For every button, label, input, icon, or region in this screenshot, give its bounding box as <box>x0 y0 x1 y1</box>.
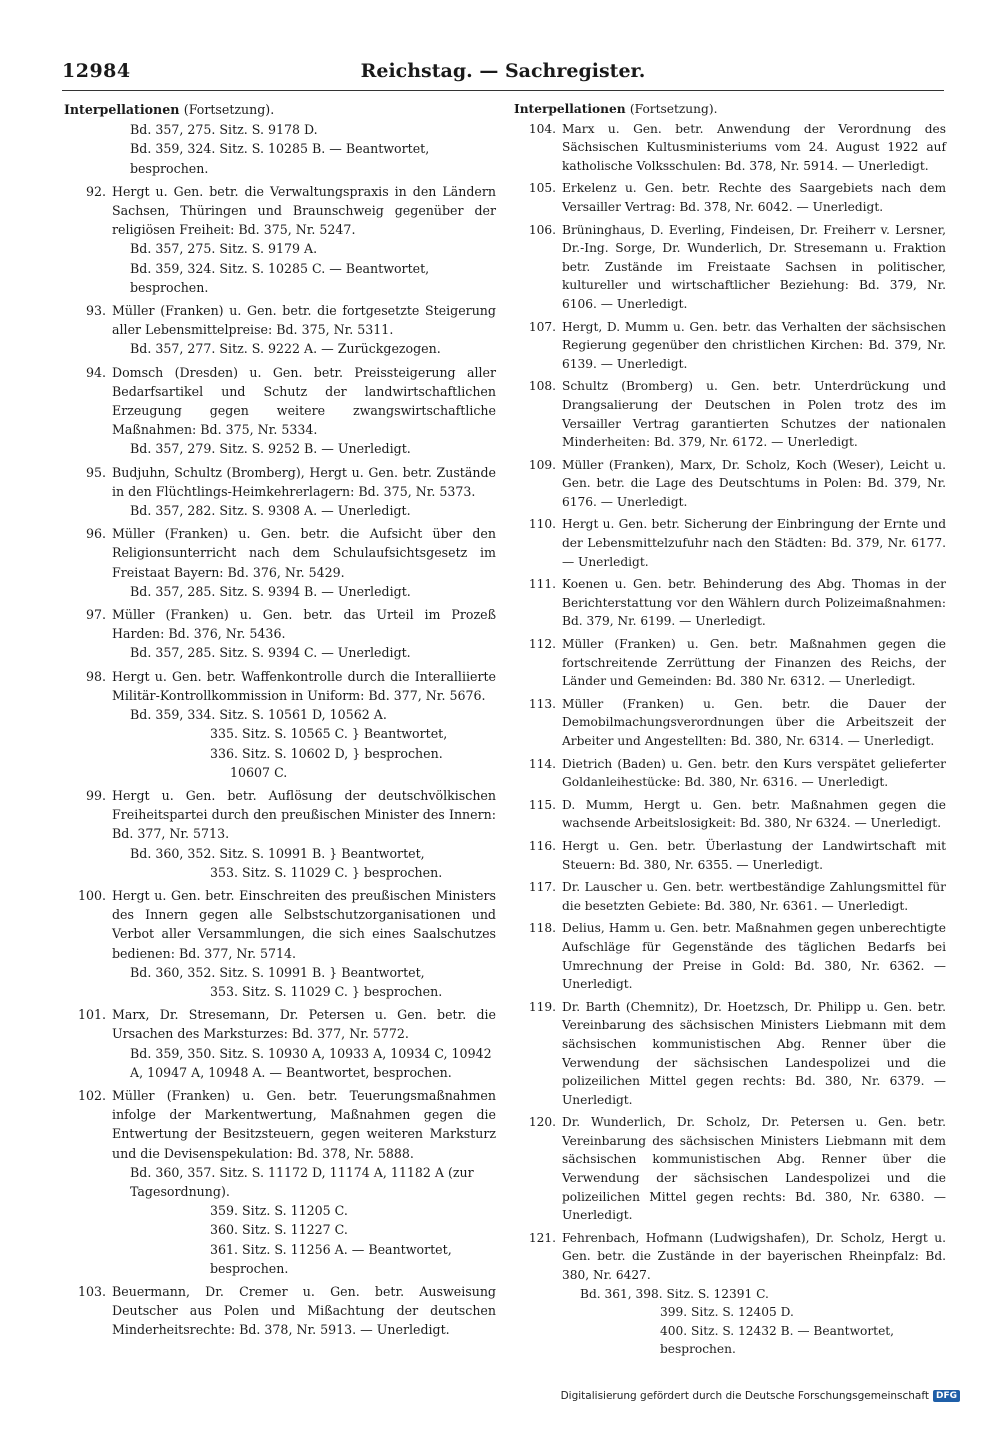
list-item <box>64 363 496 459</box>
footer <box>561 1390 960 1402</box>
entry-citation: Bd. 359, 324. Sitz. S. 10285 B. — Beantwortet, besprochen. <box>130 141 430 176</box>
running-title: Reichstag. — Sachregister. <box>360 60 646 82</box>
entry-text: Müller (Franken) u. Gen. betr. das Urteil im Prozeß Harden: Bd. 376, Nr. 5436. <box>112 607 496 642</box>
list-item <box>64 1282 496 1340</box>
entry-list <box>64 120 496 1339</box>
entry-body <box>562 221 946 314</box>
entry-list <box>514 120 946 1359</box>
list-item <box>64 301 496 359</box>
entry-text: Schultz (Bromberg) u. Gen. betr. Unterdrückung und Drangsalierung der Deutschen in Polen trotz des im Versailler Vertrag garantierten Schutzes der nationalen Minderheiten: Bd. 379, Nr. 6172. — Unerledigt. <box>562 379 946 450</box>
footer-text: Digitalisierung gefördert durch die Deutsche Forschungsgemeinschaft <box>560 1390 929 1402</box>
list-item <box>64 1005 496 1082</box>
entry-citation: Bd. 359, 334. Sitz. S. 10561 D, 10562 A. <box>130 707 387 723</box>
entry-text: Dietrich (Baden) u. Gen. betr. den Kurs verspätet gelieferter Goldanleihestücke: Bd. 380, Nr. 6316. — Unerledigt. <box>562 756 946 790</box>
list-item <box>64 786 496 882</box>
page-number: 12984 <box>62 60 131 82</box>
entry-body <box>112 605 496 663</box>
entry-text: Hergt u. Gen. betr. die Verwaltungspraxis in den Ländern Sachsen, Thüringen und Braunschweig gegenüber der religiösen Freiheit: Bd. 375, Nr. 5247. <box>112 183 496 238</box>
entry-text: Budjuhn, Schultz (Bromberg), Hergt u. Gen. betr. Zustände in den Flüchtlings-Heimkehrerlagern: Bd. 375, Nr. 5373. <box>112 464 496 499</box>
entry-number: 114. <box>528 756 556 771</box>
entry-body <box>562 1113 946 1225</box>
list-item <box>514 575 946 631</box>
entry-number: 105. <box>528 181 556 196</box>
entry-citation: Bd. 357, 277. Sitz. S. 9222 A. — Zurückgezogen. <box>130 341 441 357</box>
entry-number: 96. <box>85 526 106 542</box>
entry-body <box>562 179 946 216</box>
entry-citation: 336. Sitz. S. 10602 D, } besprochen. <box>210 745 443 761</box>
entry-text: Fehrenbach, Hofmann (Ludwigshafen), Dr. Scholz, Hergt u. Gen. betr. die Zustände in der bayerischen Rheinpfalz: Bd. 380, Nr. 6427. <box>562 1230 946 1283</box>
entry-citation: 353. Sitz. S. 11029 C. } besprochen. <box>210 864 443 880</box>
list-item <box>514 919 946 993</box>
section-continuation: (Fortsetzung). <box>183 102 275 117</box>
entry-citation: 361. Sitz. S. 11256 A. — Beantwortet, besprochen. <box>210 1241 452 1276</box>
entry-text: Müller (Franken) u. Gen. betr. Teuerungsmaßnahmen infolge der Markentwertung, Maßnahmen gegen die Entwertung der Besitzsteuern, gegen weiteren Marksturz und die Devisenspekulation: Bd. 378, Nr. 5888. <box>112 1087 496 1161</box>
entry-citation: Bd. 357, 285. Sitz. S. 9394 C. — Unerledigt. <box>130 645 411 661</box>
entry-citation: Bd. 360, 357. Sitz. S. 11172 D, 11174 A, 11182 A (zur Tagesordnung). <box>130 1164 474 1199</box>
entry-citation: 399. Sitz. S. 12405 D. <box>660 1305 794 1320</box>
entry-text: Marx, Dr. Stresemann, Dr. Petersen u. Gen. betr. die Ursachen des Marksturzes: Bd. 377, Nr. 5772. <box>112 1007 496 1042</box>
entry-body <box>562 837 946 874</box>
entry-text: Hergt, D. Mumm u. Gen. betr. das Verhalten der sächsischen Regierung gegenüber den christlichen Kirchen: Bd. 379, Nr. 6139. — Unerledigt. <box>562 319 946 371</box>
entry-number: 116. <box>528 838 556 853</box>
entry-body <box>112 524 496 601</box>
entry-text: Erkelenz u. Gen. betr. Rechte des Saargebiets nach dem Versailler Vertrag: Bd. 378, Nr. 6042. — Unerledigt. <box>562 181 946 214</box>
entry-number: 106. <box>528 222 556 237</box>
entry-text: Müller (Franken) u. Gen. betr. die Dauer der Demobilmachungsverordnungen über die Arbeitszeit der Arbeiter und Angestellten: Bd. 380, Nr. 6314. — Unerledigt. <box>562 696 946 748</box>
list-item <box>64 463 496 521</box>
entry-body <box>112 182 496 297</box>
entry-citation: Bd. 359, 350. Sitz. S. 10930 A, 10933 A, 10934 C, 10942 A, 10947 A, 10948 A. — Beantwortet, besprochen. <box>130 1045 492 1080</box>
entry-text: Müller (Franken) u. Gen. betr. die fortgesetzte Steigerung aller Lebensmittelpreise: Bd. 375, Nr. 5311. <box>112 303 496 338</box>
list-item <box>64 524 496 601</box>
entry-number: 118. <box>528 921 556 936</box>
entry-text: Dr. Wunderlich, Dr. Scholz, Dr. Petersen u. Gen. betr. Vereinbarung des sächsischen Ministers Liebmann mit dem sächsischen kommunistischen Abg. Renner über die Verwendung der sächsischen Landespolizei und die polizeilichen Mittel gegen rechts: Bd. 380, Nr. 6380. — Unerledigt. <box>562 1115 946 1223</box>
entry-body <box>562 635 946 691</box>
entry-text: Müller (Franken) u. Gen. betr. die Aufsicht über den Religionsunterricht nach dem Schulaufsichtsgesetz im Freistaat Bayern: Bd. 376, Nr. 5429. <box>112 526 496 580</box>
list-item <box>64 667 496 782</box>
entry-citation: Bd. 361, 398. Sitz. S. 12391 C. <box>580 1286 769 1301</box>
entry-citation: Bd. 357, 275. Sitz. S. 9178 D. <box>130 122 318 138</box>
entry-number: 121. <box>528 1230 556 1245</box>
list-item <box>514 221 946 314</box>
entry-text: Hergt u. Gen. betr. Auflösung der deutschvölkischen Freiheitspartei durch den preußischen Minister des Innern: Bd. 377, Nr. 5713. <box>112 787 496 842</box>
list-item <box>514 796 946 833</box>
entry-body <box>562 695 946 751</box>
dfg-logo: DFG <box>933 1390 960 1402</box>
entry-number <box>64 120 112 178</box>
entry-citation: 359. Sitz. S. 11205 C. <box>210 1203 348 1219</box>
entry-number: 109. <box>528 457 556 472</box>
section-title: Interpellationen <box>514 102 626 116</box>
list-item <box>514 515 946 571</box>
entry-body <box>562 878 946 915</box>
list-item <box>514 695 946 751</box>
entry-number: 94. <box>85 364 106 380</box>
entry-body <box>562 1229 946 1359</box>
entry-number: 100. <box>77 887 106 903</box>
entry-text: Müller (Franken) u. Gen. betr. Maßnahmen gegen die fortschreitende Zerrüttung der Finanzen des Reichs, der Länder und Gemeinden: Bd. 380 Nr. 6312. — Unerledigt. <box>562 637 946 689</box>
entry-body <box>562 456 946 512</box>
entry-citation: 360. Sitz. S. 11227 C. <box>210 1222 348 1238</box>
entry-text: Brüninghaus, D. Everling, Findeisen, Dr. Freiherr v. Lersner, Dr.-Ing. Sorge, Dr. Wunderlich, Dr. Stresemann u. Fraktion betr. Zustände im Freistaate Sachsen in politischer, kultureller und wirtschaftlicher Beziehung: Bd. 379, Nr. 6106. — Unerledigt. <box>562 222 946 311</box>
entry-number: 107. <box>528 319 556 334</box>
entry-number: 113. <box>528 696 556 711</box>
entry-text: Delius, Hamm u. Gen. betr. Maßnahmen gegen unberechtigte Aufschläge für Gegenstände des täglichen Bedarfs bei Umrechnung der Preise in Gold: Bd. 380, Nr. 6362. — Unerledigt. <box>562 921 946 992</box>
entry-body <box>112 301 496 359</box>
entry-body <box>562 318 946 374</box>
entry-number: 119. <box>528 999 556 1014</box>
entry-text: Beuermann, Dr. Cremer u. Gen. betr. Ausweisung Deutscher aus Polen und Mißachtung der deutschen Minderheitsrechte: Bd. 378, Nr. 5913. — Unerledigt. <box>112 1283 496 1338</box>
entry-citation: Bd. 360, 352. Sitz. S. 10991 B. } Beantwortet, <box>130 845 425 861</box>
list-item <box>64 605 496 663</box>
entry-number: 120. <box>528 1115 556 1130</box>
entry-text: Domsch (Dresden) u. Gen. betr. Preissteigerung aller Bedarfsartikel und Schutz der landwirtschaftlichen Erzeugung gegen weitere zwangswirtschaftliche Maßnahmen: Bd. 375, Nr. 5334. <box>112 364 496 438</box>
entry-citation: 10607 C. <box>230 764 288 780</box>
entry-citation: Bd. 359, 324. Sitz. S. 10285 C. — Beantwortet, besprochen. <box>130 260 430 295</box>
entry-body <box>562 919 946 993</box>
entry-body <box>562 796 946 833</box>
entry-number: 97. <box>85 607 106 623</box>
entry-body <box>112 786 496 882</box>
entry-citation: Bd. 357, 275. Sitz. S. 9179 A. <box>130 241 318 257</box>
list-item <box>514 837 946 874</box>
list-item <box>514 755 946 792</box>
list-item <box>514 318 946 374</box>
entry-number: 117. <box>528 880 556 895</box>
entry-body <box>112 667 496 782</box>
entry-number: 115. <box>528 797 556 812</box>
entry-number: 110. <box>528 517 556 532</box>
entry-text: D. Mumm, Hergt u. Gen. betr. Maßnahmen gegen die wachsende Arbeitslosigkeit: Bd. 380, Nr 6324. — Unerledigt. <box>562 797 946 831</box>
section-title: Interpellationen <box>64 102 180 117</box>
entry-body <box>112 886 496 1001</box>
entry-body <box>112 120 496 178</box>
left-column <box>64 100 496 1344</box>
list-item <box>64 886 496 1001</box>
entry-body <box>112 463 496 521</box>
entry-body <box>562 575 946 631</box>
entry-body <box>562 755 946 792</box>
entry-text: Marx u. Gen. betr. Anwendung der Verordnung des Sächsischen Kultusministeriums vom 24. August 1922 auf katholische Volksschulen: Bd. 378, Nr. 5914. — Unerledigt. <box>562 121 946 173</box>
list-item <box>64 182 496 297</box>
entry-body <box>562 120 946 176</box>
section-heading <box>514 100 946 119</box>
list-item <box>64 1086 496 1278</box>
section-heading <box>64 100 496 119</box>
entry-number: 112. <box>528 637 556 652</box>
entry-body <box>562 998 946 1110</box>
right-column <box>514 100 946 1363</box>
list-item <box>514 120 946 176</box>
entry-body <box>562 377 946 451</box>
page-header <box>62 60 944 88</box>
section-continuation: (Fortsetzung). <box>629 102 718 116</box>
entry-citation: 353. Sitz. S. 11029 C. } besprochen. <box>210 983 443 999</box>
entry-number: 101. <box>77 1007 106 1023</box>
list-item <box>64 120 496 178</box>
entry-text: Dr. Lauscher u. Gen. betr. wertbeständige Zahlungsmittel für die besetzten Gebiete: Bd. 380, Nr. 6361. — Unerledigt. <box>562 880 946 913</box>
entry-citation: 400. Sitz. S. 12432 B. — Beantwortet, besprochen. <box>660 1323 895 1357</box>
entry-text: Hergt u. Gen. betr. Überlastung der Landwirtschaft mit Steuern: Bd. 380, Nr. 6355. — Unerledigt. <box>562 838 946 872</box>
list-item <box>514 1113 946 1225</box>
entry-text: Müller (Franken), Marx, Dr. Scholz, Koch (Weser), Leicht u. Gen. betr. die Lage des Deutschtums in Polen: Bd. 379, Nr. 6176. — Unerledigt. <box>562 457 946 509</box>
list-item <box>514 635 946 691</box>
entry-citation: Bd. 357, 282. Sitz. S. 9308 A. — Unerledigt. <box>130 503 411 519</box>
entry-text: Hergt u. Gen. betr. Einschreiten des preußischen Ministers des Innern gegen alle Selbstschutzorganisationen und Verbot aller Versammlungen, die sich eines Saalschutzes bedienen: Bd. 377, Nr. 5714. <box>112 887 496 961</box>
list-item <box>514 998 946 1110</box>
entry-citation: 335. Sitz. S. 10565 C. } Beantwortet, <box>210 726 448 742</box>
list-item <box>514 878 946 915</box>
list-item <box>514 1229 946 1359</box>
entry-number: 99. <box>85 787 106 803</box>
entry-number: 95. <box>85 464 106 480</box>
entry-citation: Bd. 360, 352. Sitz. S. 10991 B. } Beantwortet, <box>130 964 425 980</box>
list-item <box>514 179 946 216</box>
entry-number: 92. <box>85 183 106 199</box>
entry-body <box>112 1086 496 1278</box>
entry-citation: Bd. 357, 285. Sitz. S. 9394 B. — Unerledigt. <box>130 583 411 599</box>
entry-body <box>112 363 496 459</box>
entry-text: Hergt u. Gen. betr. Waffenkontrolle durch die Interalliierte Militär-Kontrollkommission in Uniform: Bd. 377, Nr. 5676. <box>112 668 496 703</box>
entry-body <box>562 515 946 571</box>
entry-text: Koenen u. Gen. betr. Behinderung des Abg. Thomas in der Berichterstattung vor den Wählern durch Polizeimaßnahmen: Bd. 379, Nr. 6199. — Unerledigt. <box>562 577 946 629</box>
entry-body <box>112 1005 496 1082</box>
list-item <box>514 377 946 451</box>
entry-citation: Bd. 357, 279. Sitz. S. 9252 B. — Unerledigt. <box>130 441 411 457</box>
entry-body <box>112 1282 496 1340</box>
entry-number: 103. <box>77 1283 106 1299</box>
entry-number: 93. <box>85 303 106 319</box>
entry-number: 104. <box>528 121 556 136</box>
entry-number: 102. <box>77 1087 106 1103</box>
entry-number: 98. <box>85 668 106 684</box>
list-item <box>514 456 946 512</box>
header-rule <box>62 90 944 91</box>
entry-number: 108. <box>528 379 556 394</box>
entry-number: 111. <box>528 577 556 592</box>
entry-text: Hergt u. Gen. betr. Sicherung der Einbringung der Ernte und der Lebensmittelzufuhr nach den Städten: Bd. 379, Nr. 6177. — Unerledigt. <box>562 517 946 569</box>
entry-text: Dr. Barth (Chemnitz), Dr. Hoetzsch, Dr. Philipp u. Gen. betr. Vereinbarung des sächsischen Ministers Liebmann mit dem sächsischen kommunistischen Abg. Renner über die Verwendung der sächsischen Landespolizei und die polizeilichen Mittel gegen rechts: Bd. 380, Nr. 6379. — Unerledigt. <box>562 999 946 1107</box>
